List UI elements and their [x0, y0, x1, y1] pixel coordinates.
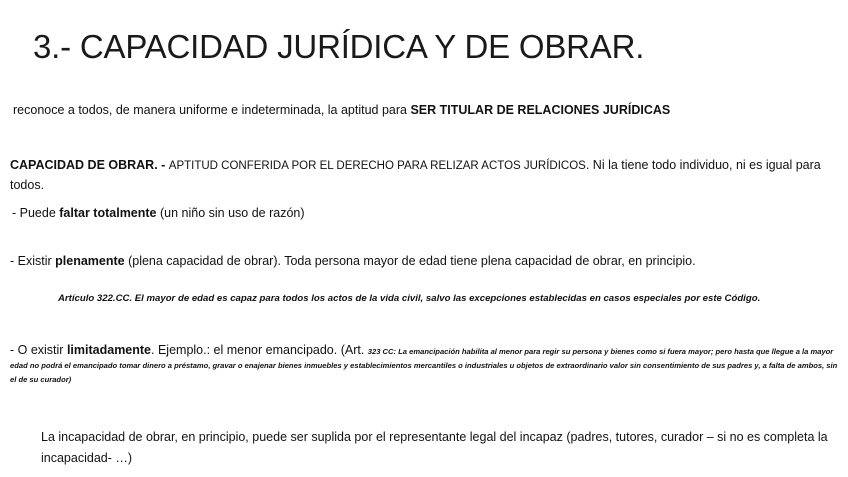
paragraph-incapacidad: La incapacidad de obrar, en principio, puede ser suplida por el representante legal del incapaz (padres, tutores, curador – si no es completa la incapacidad- …) [41, 430, 828, 465]
article-323-quote: 323 CC: La emancipación habilita al menor para regir su persona y bienes como si fuera mayor; pero hasta que llegue a la mayor edad no podrá el emancipado tomar dinero a préstamo, gravar o enajenar bienes inmuebles y establecimientos mercantiles o industriales u objetos de extraordinario valor sin consentimiento de sus padres y, a falta de ambos, sin el de su curador) [10, 347, 838, 384]
bullet-suffix: (plena capacidad de obrar). Toda persona mayor de edad tiene plena capacidad de obrar, en principio. [124, 254, 696, 268]
bullet-prefix: - Existir [10, 254, 56, 268]
paragraph-text: . Ni la tiene todo individuo, ni es igual para todos. [10, 158, 821, 192]
slide-title: 3.- CAPACIDAD JURÍDICA Y DE OBRAR. [33, 28, 645, 65]
paragraph-capacidad-juridica [13, 101, 843, 120]
bullet-prefix: - Puede [12, 206, 60, 220]
article-322-quote: Artículo 322.CC. El mayor de edad es capaz para todos los actos de la vida civil, salvo las excepciones establecidas en casos especiales por este Código. [58, 293, 761, 304]
bullet-bold: plenamente [55, 254, 125, 268]
bullet-bold: faltar totalmente [59, 206, 157, 220]
bullet-middle: . Ejemplo.: el menor emancipado. (Art. [151, 343, 368, 357]
paragraph-text: reconoce a todos, de manera uniforme e indeterminada, la aptitud para [13, 103, 411, 117]
bullet-prefix: - O existir [10, 343, 67, 357]
bullet-plenamente [10, 252, 840, 271]
bullet-limitadamente [10, 344, 842, 386]
definition-caps: APTITUD CONFERIDA POR EL DERECHO PARA RELIZAR ACTOS JURÍDICOS [168, 160, 586, 172]
bullet-faltar-totalmente [12, 204, 842, 223]
bullet-bold: limitadamente [66, 343, 152, 357]
paragraph-capacidad-obrar [10, 156, 840, 195]
term-heading: CAPACIDAD DE OBRAR. - [10, 158, 169, 172]
paragraph-bold: SER TITULAR DE RELACIONES JURÍDICAS [410, 103, 671, 117]
bullet-suffix: (un niño sin uso de razón) [156, 206, 305, 220]
